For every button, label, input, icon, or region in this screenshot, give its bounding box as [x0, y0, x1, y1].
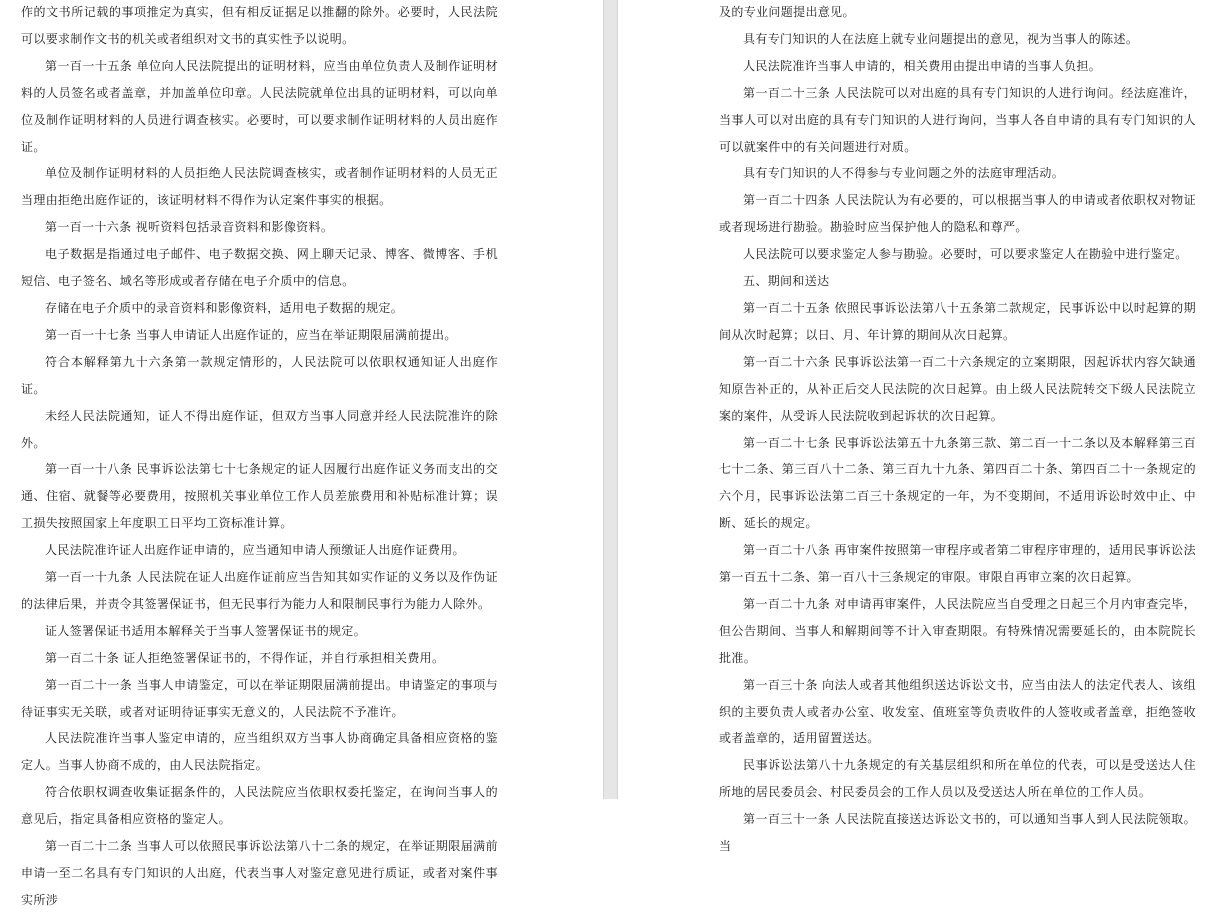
paragraph: 单位及制作证明材料的人员拒绝人民法院调查核实，或者制作证明材料的人员无正当理由拒绝出庭作证的，该证明材料不得作为认定案件事实的根据。 [21, 166, 498, 208]
paragraph: 具有专门知识的人在法庭上就专业问题提出的意见，视为当事人的陈述。 [743, 31, 1139, 46]
paragraph: 第一百二十四条 人民法院认为有必要的，可以根据当事人的申请或者依职权对物证或者现场进行勘验。勘验时应当保护他人的隐私和尊严。 [719, 193, 1196, 235]
paragraph: 第一百二十二条 当事人可以依照民事诉讼法第八十二条的规定，在举证期限届满前申请一至二名具有专门知识的人出庭，代表当事人对鉴定意见进行质证，或者对案件事实所涉 [21, 839, 498, 907]
paragraph: 第一百二十七条 民事诉讼法第五十九条第三款、第二百一十二条以及本解释第三百七十二条、第三百八十二条、第三百九十九条、第四百二十条、第四百二十一条规定的六个月，民事诉讼法第二百三十条规定的一年，为不变期间，不适用诉讼时效中止、中断、延长的规定。 [719, 435, 1196, 531]
paragraph: 证人签署保证书适用本解释关于当事人签署保证书的规定。 [45, 623, 367, 638]
paragraph: 电子数据是指通过电子邮件、电子数据交换、网上聊天记录、博客、微博客、手机短信、电子签名、域名等形成或者存储在电子介质中的信息。 [21, 247, 498, 289]
document-page-left [0, 0, 603, 907]
paragraph: 符合依职权调查收集证据条件的，人民法院应当依职权委托鉴定，在询问当事人的意见后，指定具备相应资格的鉴定人。 [21, 785, 498, 827]
paragraph: 第一百一十五条 单位向人民法院提出的证明材料，应当由单位负责人及制作证明材料的人员签名或者盖章，并加盖单位印章。人民法院就单位出具的证明材料，可以向单位及制作证明材料的人员进行调查核实。必要时，可以要求制作证明材料的人员出庭作证。 [21, 58, 498, 154]
paragraph: 第一百二十五条 依照民事诉讼法第八十五条第二款规定，民事诉讼中以时起算的期间从次时起算；以日、月、年计算的期间从次日起算。 [719, 300, 1196, 342]
paragraph: 第一百一十六条 视听资料包括录音资料和影像资料。 [45, 220, 334, 235]
paragraph: 及的专业问题提出意见。 [719, 5, 855, 19]
paragraph: 民事诉讼法第八十九条规定的有关基层组织和所在单位的代表，可以是受送达人住所地的居民委员会、村民委员会的工作人员以及受送达人所在单位的工作人员。 [719, 758, 1196, 800]
page-body-text [21, 0, 498, 914]
paragraph: 符合本解释第九十六条第一款规定情形的，人民法院可以依职权通知证人出庭作证。 [21, 354, 498, 396]
paragraph: 第一百三十条 向法人或者其他组织送达诉讼文书，应当由法人的法定代表人、该组织的主要负责人或者办公室、收发室、值班室等负责收件的人签收或者盖章，拒绝签收或者盖章的，适用留置送达。 [719, 677, 1196, 746]
paragraph: 未经人民法院通知，证人不得出庭作证，但双方当事人同意并经人民法院准许的除外。 [21, 408, 498, 450]
paragraph: 第一百一十七条 当事人申请证人出庭作证的，应当在举证期限届满前提出。 [45, 327, 457, 342]
paragraph: 第一百三十一条 人民法院直接送达诉讼文书的，可以通知当事人到人民法院领取。当 [719, 812, 1196, 854]
page-gap-divider [603, 0, 618, 799]
paragraph: 人民法院准许当事人鉴定申请的，应当组织双方当事人协商确定具备相应资格的鉴定人。当事人协商不成的，由人民法院指定。 [21, 731, 498, 773]
paragraph: 第一百二十条 证人拒绝签署保证书的，不得作证，并自行承担相关费用。 [45, 650, 445, 665]
paragraph: 第一百二十八条 再审案件按照第一审程序或者第二审程序审理的，适用民事诉讼法第一百五十二条、第一百八十三条规定的审限。审限自再审立案的次日起算。 [719, 543, 1196, 585]
paragraph: 存储在电子介质中的录音资料和影像资料，适用电子数据的规定。 [45, 300, 404, 315]
document-page-right [618, 0, 1221, 854]
paragraph: 具有专门知识的人不得参与专业问题之外的法庭审理活动。 [743, 166, 1065, 181]
paragraph: 第一百一十八条 民事诉讼法第七十七条规定的证人因履行出庭作证义务而支出的交通、住宿、就餐等必要费用，按照机关事业单位工作人员差旅费用和补贴标准计算；误工损失按照国家上年度职工日平均工资标准计算。 [21, 462, 498, 531]
paragraph: 第一百二十六条 民事诉讼法第一百二十六条规定的立案期限，因起诉状内容欠缺通知原告补正的，从补正后交人民法院的次日起算。由上级人民法院转交下级人民法院立案的案件，从受诉人民法院收到起诉状的次日起算。 [719, 354, 1196, 423]
paragraph: 第一百二十三条 人民法院可以对出庭的具有专门知识的人进行询问。经法庭准许，当事人可以对出庭的具有专门知识的人进行询问，当事人各自申请的具有专门知识的人可以就案件中的有关问题进行对质。 [719, 85, 1196, 154]
paragraph: 第一百二十一条 当事人申请鉴定，可以在举证期限届满前提出。申请鉴定的事项与待证事实无关联，或者对证明待证事实无意义的，人民法院不予准许。 [21, 677, 498, 719]
paragraph: 人民法院准许证人出庭作证申请的，应当通知申请人预缴证人出庭作证费用。 [45, 543, 465, 558]
paragraph: 五、期间和送达 [743, 274, 830, 289]
paragraph: 人民法院准许当事人申请的，相关费用由提出申请的当事人负担。 [743, 58, 1102, 73]
paragraph: 作的文书所记载的事项推定为真实，但有相反证据足以推翻的除外。必要时，人民法院可以要求制作文书的机关或者组织对文书的真实性予以说明。 [21, 5, 498, 46]
paragraph: 第一百一十九条 人民法院在证人出庭作证前应当告知其如实作证的义务以及作伪证的法律后果，并责令其签署保证书，但无民事行为能力人和限制民事行为能力人除外。 [21, 570, 498, 611]
paragraph: 人民法院可以要求鉴定人参与勘验。必要时，可以要求鉴定人在勘验中进行鉴定。 [743, 247, 1188, 262]
paragraph: 第一百二十九条 对申请再审案件，人民法院应当自受理之日起三个月内审查完毕，但公告期间、当事人和解期间等不计入审查期限。有特殊情况需要延长的，由本院院长批准。 [719, 596, 1196, 665]
page-body-text [719, 0, 1196, 860]
